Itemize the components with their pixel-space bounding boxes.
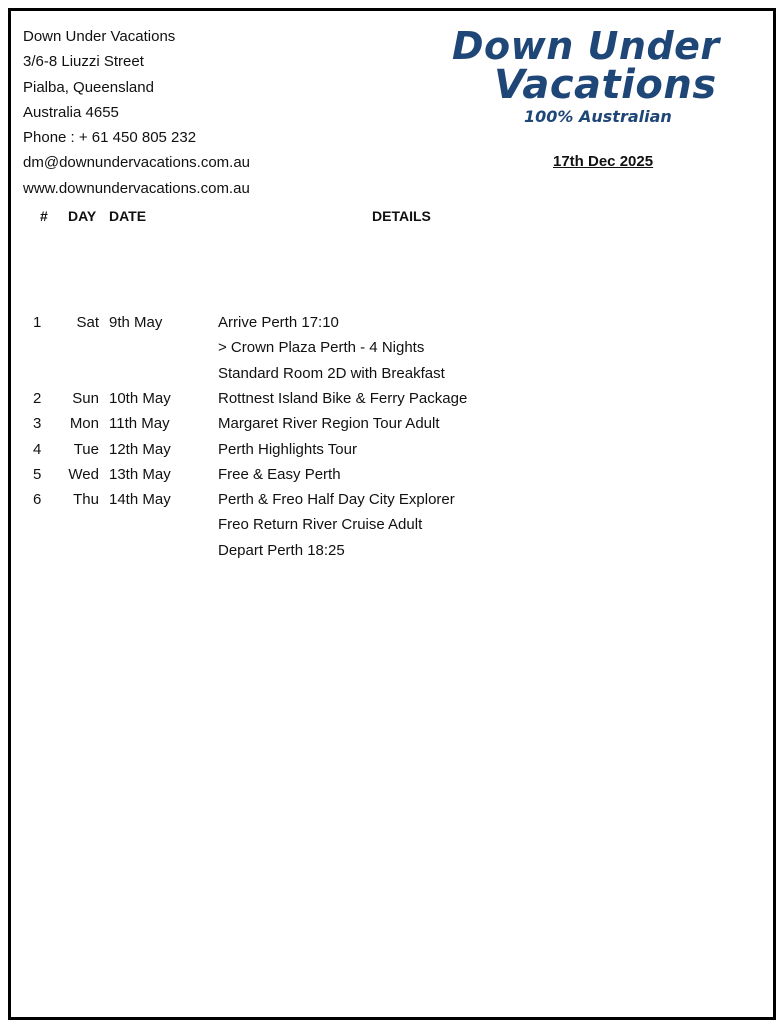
table-row (0, 462, 784, 487)
row-details: Margaret River Region Tour Adult (218, 415, 440, 433)
row-day: Wed (68, 465, 99, 483)
row-details: Arrive Perth 17:10 (218, 314, 339, 331)
row-date: 9th May (109, 314, 163, 331)
row-details: Freo Return River Cruise Adult (218, 516, 423, 534)
table-row (0, 538, 784, 563)
table-row (0, 437, 784, 462)
row-date: 11th May (109, 415, 170, 433)
row-number: 2 (33, 389, 42, 407)
row-date: 13th May (109, 465, 171, 483)
company-logo (452, 24, 764, 129)
table-row (0, 487, 784, 512)
city-state: Pialba, Queensland (23, 78, 154, 96)
row-details: Rottnest Island Bike & Ferry Package (218, 389, 468, 407)
table-row (0, 386, 784, 411)
table-row (0, 512, 784, 537)
row-number: 5 (33, 465, 42, 483)
row-number: 4 (33, 440, 42, 458)
document-date: 17th Dec 2025 (553, 153, 654, 170)
row-number: 1 (33, 314, 42, 331)
row-day: Mon (69, 415, 99, 433)
row-details: Standard Room 2D with Breakfast (218, 364, 445, 382)
row-details: Free & Easy Perth (218, 465, 341, 483)
row-day: Thu (73, 491, 99, 509)
email-address: dm@downundervacations.com.au (23, 154, 251, 172)
company-address (23, 24, 250, 201)
row-details: Depart Perth 18:25 (218, 541, 345, 559)
street-address: 3/6-8 Liuzzi Street (23, 53, 144, 71)
country-postcode: Australia 4655 (23, 103, 119, 121)
phone-number: Phone : + 61 450 805 232 (23, 129, 197, 147)
row-details: Perth Highlights Tour (218, 440, 357, 458)
website-url: www.downundervacations.com.au (23, 179, 250, 197)
company-name: Down Under Vacations (23, 28, 176, 45)
table-row (0, 361, 784, 386)
header-date: DATE (109, 208, 147, 224)
table-row (0, 310, 784, 335)
header-details: DETAILS (372, 208, 431, 224)
row-date: 14th May (109, 491, 171, 509)
logo-text-line1: Down Under (452, 24, 720, 68)
header-number: # (40, 208, 48, 224)
row-day: Sat (76, 314, 99, 331)
row-day: Tue (73, 440, 99, 458)
row-number: 3 (33, 415, 42, 433)
row-details: Perth & Freo Half Day City Explorer (218, 491, 455, 509)
header-day: DAY (68, 208, 97, 224)
logo-tagline: 100% Australian (524, 107, 672, 126)
row-number: 6 (33, 491, 42, 509)
logo-text-line2: Vacations (494, 62, 717, 108)
row-day: Sun (72, 389, 99, 407)
table-row (0, 335, 784, 360)
table-row (0, 411, 784, 436)
row-date: 12th May (109, 440, 171, 458)
row-details: > Crown Plaza Perth - 4 Nights (218, 339, 425, 357)
row-date: 10th May (109, 389, 171, 407)
